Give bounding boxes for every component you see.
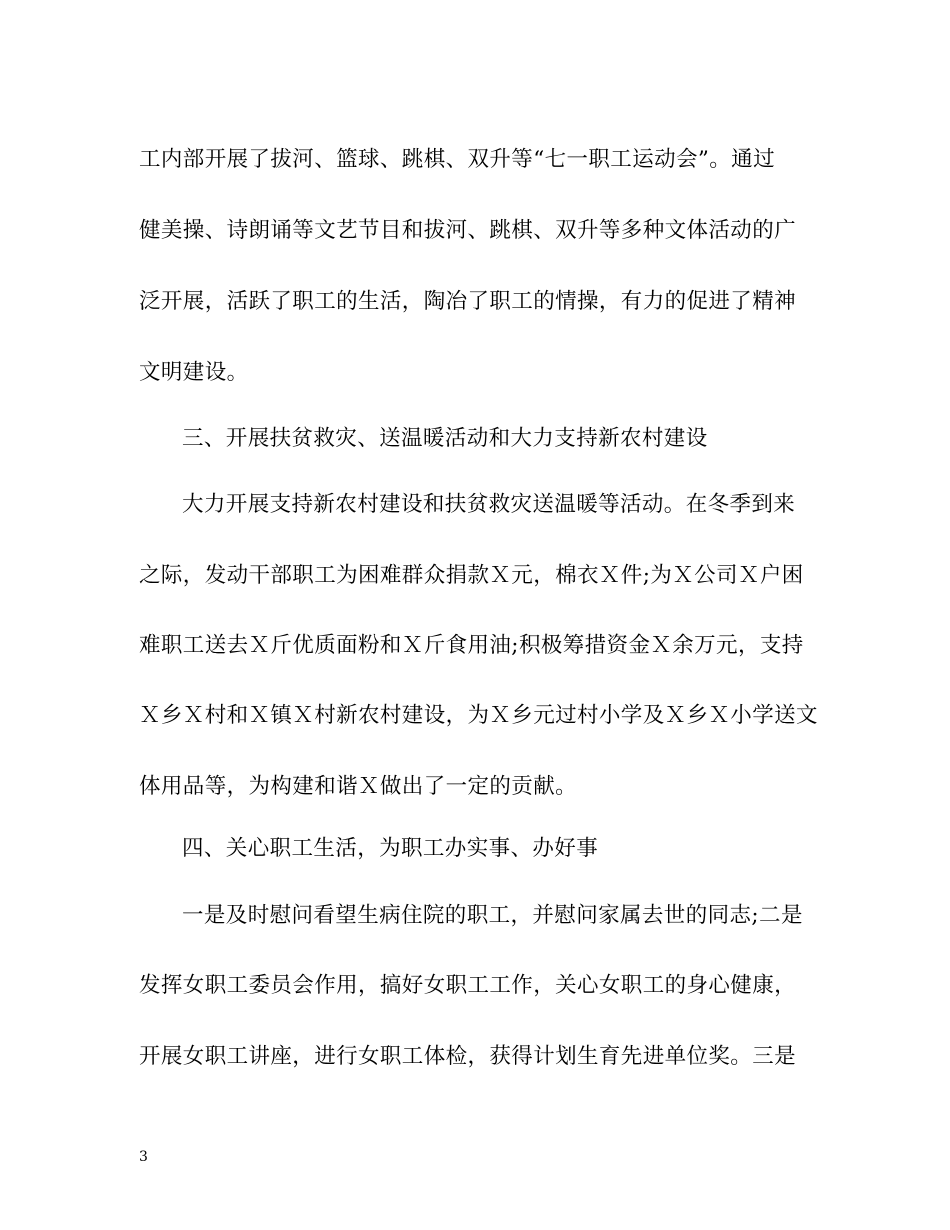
body-text-line: 健美操、诗朗诵等文艺节目和拔河、跳棋、双升等多种文体活动的广 (139, 218, 797, 243)
body-text-line: 工内部开展了拔河、篮球、跳棋、双升等“七一职工运动会”。通过 (139, 147, 775, 172)
body-text-line: 开展女职工讲座，进行女职工体检，获得计划生育先进单位奖。三是 (139, 1044, 797, 1069)
body-text-line: 体用品等，为构建和谐Ｘ做出了一定的贡献。 (139, 774, 578, 799)
body-text-line: 大力开展支持新农村建设和扶贫救灾送温暖等活动。在冬季到来 (182, 492, 796, 517)
body-text-line: 泛开展，活跃了职工的生活，陶冶了职工的情操，有力的促进了精神 (139, 289, 797, 314)
body-text-line: 之际，发动干部职工为困难群众捐款Ｘ元，棉衣Ｘ件;为Ｘ公司Ｘ户困 (139, 563, 804, 588)
page-number: 3 (139, 1149, 148, 1165)
section-heading: 四、关心职工生活，为职工办实事、办好事 (182, 836, 599, 861)
body-text-line: 一是及时慰问看望生病住院的职工，并慰问家属去世的同志;二是 (182, 903, 803, 928)
body-text-line: 文明建设。 (139, 360, 249, 385)
body-text-line: Ｘ乡Ｘ村和Ｘ镇Ｘ村新农村建设，为Ｘ乡元过村小学及Ｘ乡Ｘ小学送文 (139, 703, 818, 728)
section-heading: 三、开展扶贫救灾、送温暖活动和大力支持新农村建设 (182, 426, 708, 451)
body-text-line: 发挥女职工委员会作用，搞好女职工工作，关心女职工的身心健康， (139, 973, 797, 998)
body-text-line: 难职工送去Ｘ斤优质面粉和Ｘ斤食用油;积极筹措资金Ｘ余万元，支持 (139, 633, 804, 658)
